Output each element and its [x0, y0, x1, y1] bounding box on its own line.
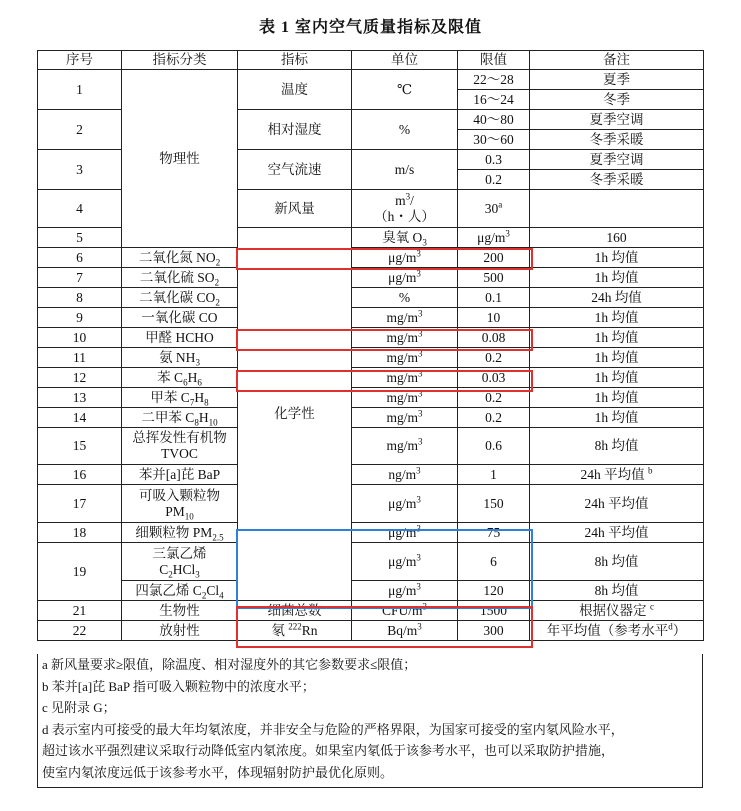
unit-cell: CFU/$m^3$ [352, 601, 458, 621]
limit-cell: 10 [458, 308, 530, 328]
header-cell: 备注 [530, 51, 704, 70]
note-cell: 夏季空调 [530, 110, 704, 130]
note-cell: 1h 均值 [530, 328, 704, 348]
table-row [38, 70, 704, 90]
row-number: 1 [38, 70, 122, 110]
header-cell: 限值 [458, 51, 530, 70]
indicator-cell: 臭氧 $O_3$ [352, 228, 458, 248]
table-row [38, 288, 704, 308]
note-cell: 冬季采暖 [530, 130, 704, 150]
row-number: 19 [38, 543, 122, 601]
unit-cell: m/s [352, 150, 458, 190]
limit-cell: 1500 [458, 601, 530, 621]
unit-cell: $mg/m^3$ [352, 328, 458, 348]
limit-cell: 1 [458, 465, 530, 485]
limit-cell: 16～24 [458, 90, 530, 110]
unit-cell: $\mu g/m^3$ [352, 485, 458, 523]
note-cell: 8h 均值 [530, 581, 704, 601]
indicator-cell: 氡 $^{222}$Rn [238, 621, 352, 641]
note-cell: 24h 均值 [530, 288, 704, 308]
unit-cell: $mg/m^3$ [352, 408, 458, 428]
footnote-d-line3: 使室内氡浓度远低于该参考水平，体现辐射防护最优化原则。 [42, 764, 394, 780]
unit-cell: $\mu g/m^3$ [352, 581, 458, 601]
limit-cell: 0.2 [458, 348, 530, 368]
limit-cell: 40～80 [458, 110, 530, 130]
limit-cell: 22～28 [458, 70, 530, 90]
footnote-b: b 苯并[a]芘 BaP 指可吸入颗粒物中的浓度水平； [42, 678, 315, 694]
footnote-c: c 见附录 G； [42, 700, 116, 715]
table-row [38, 248, 704, 268]
limit-cell: 6 [458, 543, 530, 581]
note-cell: 1h 均值 [530, 388, 704, 408]
note-cell: 冬季 [530, 90, 704, 110]
indicator-cell: 可吸入颗粒物 $PM_{10}$ [122, 485, 238, 523]
note-cell: 1h 均值 [530, 348, 704, 368]
row-number: 4 [38, 190, 122, 228]
unit-cell: $\mu g/m^3$ [352, 543, 458, 581]
row-number: 10 [38, 328, 122, 348]
note-cell: 24h 平均值 [530, 485, 704, 523]
limit-cell: 0.1 [458, 288, 530, 308]
row-number: 7 [38, 268, 122, 288]
indicator-cell: 二氧化碳 $CO_2$ [122, 288, 238, 308]
note-cell: 24h 平均值 [530, 523, 704, 543]
row-number: 18 [38, 523, 122, 543]
row-number: 17 [38, 485, 122, 523]
table-row [38, 581, 704, 601]
footnote-d-line1: d 表示室内可接受的最大年均氡浓度，并非安全与危险的严格界限，为国家可接受的室内氡风险水平， [42, 721, 624, 737]
header-cell: 序号 [38, 51, 122, 70]
row-number: 12 [38, 368, 122, 388]
note-cell: 1h 均值 [530, 408, 704, 428]
note-cell: 夏季空调 [530, 150, 704, 170]
header-cell: 单位 [352, 51, 458, 70]
limit-cell: 0.6 [458, 428, 530, 465]
indicator-cell: 二氧化氮 $NO_2$ [122, 248, 238, 268]
table-row [38, 601, 704, 621]
row-number: 16 [38, 465, 122, 485]
row-number: 15 [38, 428, 122, 465]
table-row [38, 465, 704, 485]
row-number: 6 [38, 248, 122, 268]
table-row [38, 268, 704, 288]
table-row [38, 523, 704, 543]
note-cell: 夏季 [530, 70, 704, 90]
note-cell: 8h 均值 [530, 543, 704, 581]
unit-cell: $mg/m^3$ [352, 308, 458, 328]
limit-cell: 0.2 [458, 388, 530, 408]
note-cell [530, 190, 704, 228]
note-cell: 1h 均值 [530, 248, 704, 268]
row-number: 21 [38, 601, 122, 621]
limit-cell: 30$^a$ [458, 190, 530, 228]
indicator-cell: 二氧化硫 $SO_2$ [122, 268, 238, 288]
indicator-cell: 甲醛 HCHO [122, 328, 238, 348]
row-number: 22 [38, 621, 122, 641]
unit-cell: $mg/m^3$ [352, 368, 458, 388]
table-title: 表 1 室内空气质量指标及限值 [258, 19, 482, 36]
limit-cell: 0.2 [458, 170, 530, 190]
unit-cell: $ng/m^3$ [352, 465, 458, 485]
limit-cell: 0.08 [458, 328, 530, 348]
table-row [38, 348, 704, 368]
header-cell: 指标 [238, 51, 352, 70]
table-row [38, 543, 704, 581]
unit-cell: % [352, 110, 458, 150]
limit-cell: 300 [458, 621, 530, 641]
footnote-a: a 新风量要求≥限值，除温度、相对湿度外的其它参数要求≤限值； [42, 657, 417, 672]
table-row [38, 485, 704, 523]
limit-cell: 500 [458, 268, 530, 288]
limit-cell: 120 [458, 581, 530, 601]
note-cell: 根据仪器定 $^c$ [530, 601, 704, 621]
note-cell: 1h 均值 [530, 268, 704, 288]
indicator-cell: 温度 [238, 70, 352, 110]
unit-cell: $mg/m^3$ [352, 388, 458, 408]
note-cell: 8h 均值 [530, 428, 704, 465]
note-cell: 1h 均值 [530, 368, 704, 388]
indicator-cell: 新风量 [238, 190, 352, 228]
limit-cell: 0.2 [458, 408, 530, 428]
unit-cell: $mg/m^3$ [352, 428, 458, 465]
note-cell: 冬季采暖 [530, 170, 704, 190]
row-number: 13 [38, 388, 122, 408]
unit-cell: ℃ [352, 70, 458, 110]
footnote-d-line2: 超过该水平强烈建议采取行动降低室内氡浓度。如果室内氡低于该参考水平，也可以采取防护措施， [42, 743, 615, 758]
air-quality-table [37, 50, 704, 641]
unit-cell: $Bq/m^3$ [352, 621, 458, 641]
indicator-cell: 细菌总数 [238, 601, 352, 621]
indicator-cell: 苯并[a]芘 BaP [122, 465, 238, 485]
table-row [38, 388, 704, 408]
unit-cell: $mg/m^3$ [352, 348, 458, 368]
note-cell: 年平均值（参考水平$^d$） [530, 621, 704, 641]
row-number: 11 [38, 348, 122, 368]
row-number: 3 [38, 150, 122, 190]
table-header-row [38, 51, 704, 70]
row-number: 14 [38, 408, 122, 428]
header-cell: 指标分类 [122, 51, 238, 70]
limit-cell: 150 [458, 485, 530, 523]
table-footnotes [37, 654, 703, 788]
unit-cell: $\mu g/m^3$ [352, 268, 458, 288]
indicator-cell: 一氧化碳 CO [122, 308, 238, 328]
limit-cell: 200 [458, 248, 530, 268]
indicator-cell: 相对湿度 [238, 110, 352, 150]
category-cell: 物理性 [122, 70, 238, 248]
indicator-cell: 二甲苯 $C_8H_{10}$ [122, 408, 238, 428]
row-number: 5 [38, 228, 122, 248]
category-cell: 化学性 [238, 228, 352, 601]
limit-cell: 0.03 [458, 368, 530, 388]
indicator-cell: 细颗粒物 $PM_{2.5}$ [122, 523, 238, 543]
unit-cell: $\mu g/m^3$ [458, 228, 530, 248]
table-row [38, 368, 704, 388]
indicator-cell: 空气流速 [238, 150, 352, 190]
table-row [38, 428, 704, 465]
indicator-cell: 氨 $NH_3$ [122, 348, 238, 368]
row-number: 2 [38, 110, 122, 150]
indicator-cell: 甲苯 $C_7H_8$ [122, 388, 238, 408]
category-cell: 放射性 [122, 621, 238, 641]
unit-cell: $\mu g/m^3$ [352, 523, 458, 543]
limit-cell: 0.3 [458, 150, 530, 170]
note-cell: 1h 均值 [530, 308, 704, 328]
unit-cell: $\mu g/m^3$ [352, 248, 458, 268]
limit-cell: 160 [530, 228, 704, 248]
indicator-cell: 总挥发性有机物 TVOC [122, 428, 238, 465]
row-number: 8 [38, 288, 122, 308]
limit-cell: 30～60 [458, 130, 530, 150]
unit-cell: % [352, 288, 458, 308]
indicator-cell: 四氯乙烯 $C_2Cl_4$ [122, 581, 238, 601]
indicator-cell: 三氯乙烯 $C_2HCl_3$ [122, 543, 238, 581]
table-row [38, 328, 704, 348]
note-cell: 24h 平均值 $^b$ [530, 465, 704, 485]
category-cell: 生物性 [122, 601, 238, 621]
table-row [38, 621, 704, 641]
indicator-cell: 苯 $C_6H_6$ [122, 368, 238, 388]
table-row [38, 408, 704, 428]
limit-cell: 75 [458, 523, 530, 543]
unit-cell: $m^3/$ （h・人） [352, 190, 458, 228]
row-number: 9 [38, 308, 122, 328]
table-row [38, 308, 704, 328]
